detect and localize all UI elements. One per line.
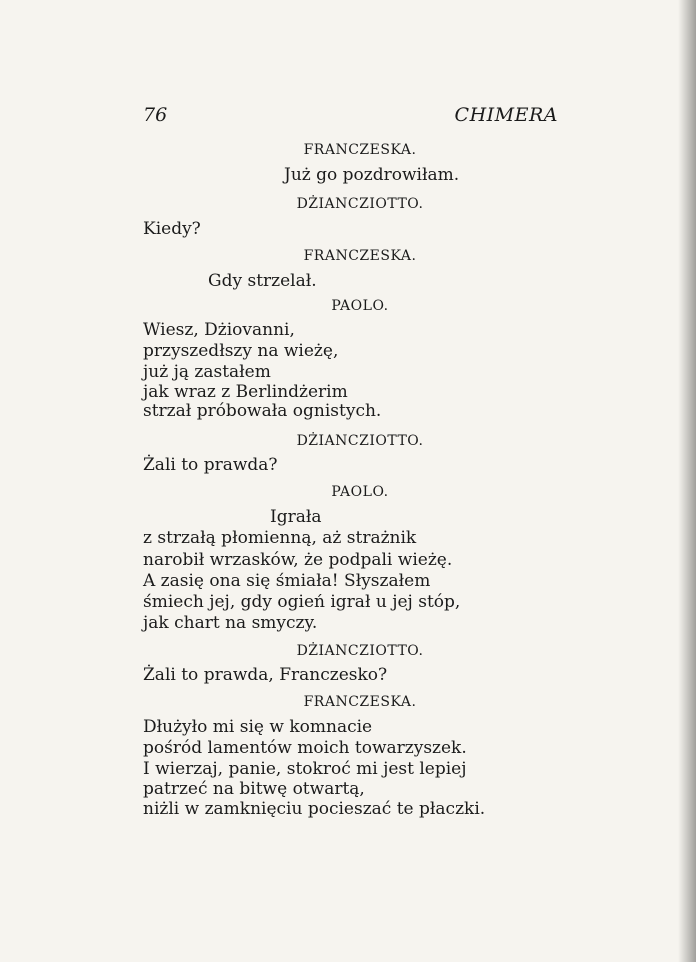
speaker-heading: PAOLO.: [331, 484, 389, 500]
verse-line: pośród lamentów moich towarzyszek.: [143, 738, 467, 758]
verse-line: Gdy strzelał.: [208, 271, 317, 291]
verse-line: przyszedłszy na wieżę,: [143, 341, 339, 361]
speaker-heading: FRANCZESKA.: [303, 694, 417, 710]
verse-line: Dłużyło mi się w komnacie: [143, 717, 373, 737]
verse-line: Żali to prawda?: [143, 455, 278, 475]
speaker-heading: FRANCZESKA.: [303, 248, 417, 264]
speaker-heading: DŻIANCZIOTTO.: [296, 433, 424, 449]
verse-line: Już go pozdrowiłam.: [284, 165, 460, 185]
verse-line: patrzeć na bitwę otwartą,: [143, 779, 365, 799]
speaker-heading: PAOLO.: [331, 298, 389, 314]
page-header: [0, 104, 696, 128]
verse-line: A zasię ona się śmiała! Słyszałem: [143, 571, 431, 591]
speaker-heading: FRANCZESKA.: [303, 142, 417, 158]
verse-line: strzał próbowała ognistych.: [143, 401, 382, 421]
verse-line: narobił wrzasków, że podpali wieżę.: [143, 550, 453, 570]
verse-line: jak chart na smyczy.: [143, 613, 318, 633]
verse-line: I wierzaj, panie, stokroć mi jest lepiej: [143, 759, 467, 779]
speaker-heading: DŻIANCZIOTTO.: [296, 196, 424, 212]
verse-line: Kiedy?: [143, 219, 201, 239]
running-title: CHIMERA: [454, 104, 558, 126]
verse-line: Igrała: [270, 507, 322, 527]
verse-line: niżli w zamknięciu pocieszać te płaczki.: [143, 799, 486, 819]
verse-line: jak wraz z Berlindżerim: [143, 382, 348, 402]
verse-line: już ją zastałem: [143, 362, 271, 382]
verse-line: śmiech jej, gdy ogień igrał u jej stóp,: [143, 592, 461, 612]
speaker-heading: DŻIANCZIOTTO.: [296, 643, 424, 659]
page-number: 76: [143, 104, 168, 126]
verse-line: Żali to prawda, Franczesko?: [143, 665, 388, 685]
verse-line: Wiesz, Dżiovanni,: [143, 320, 295, 340]
verse-line: z strzałą płomienną, aż strażnik: [143, 528, 417, 548]
